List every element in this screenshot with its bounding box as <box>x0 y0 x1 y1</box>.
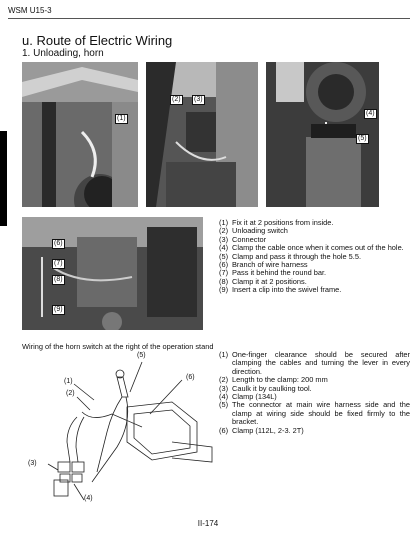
diagram-label-4: (4) <box>84 495 93 502</box>
note-text: Clamp (112L, 2-3. 2T) <box>232 425 304 435</box>
instruction-number: (6) <box>219 260 229 270</box>
note-number: (3) <box>219 383 229 393</box>
manual-code: WSM U15-3 <box>8 6 52 15</box>
instruction-number: (9) <box>219 285 229 295</box>
note-number: (2) <box>219 375 229 385</box>
photo1-callout-1: (1) <box>117 115 126 122</box>
instruction-text: Unloading switch <box>232 226 288 236</box>
diagram-label-2: (2) <box>66 390 75 397</box>
section-title: u. Route of Electric Wiring <box>22 33 173 48</box>
diagram-label-5: (5) <box>137 352 146 359</box>
photo2-callout-3: (3) <box>194 96 203 103</box>
instruction-number: (1) <box>219 218 229 227</box>
note-number: (1) <box>219 350 229 359</box>
instruction-number: (4) <box>219 243 229 253</box>
page-number: II-174 <box>197 519 219 528</box>
instruction-number: (7) <box>219 268 229 278</box>
photo4-callout-8: (8) <box>54 276 63 283</box>
instruction-text: Clamp the cable once when it comes out of the hole. <box>232 243 404 253</box>
notes-list <box>219 351 410 435</box>
note-item <box>219 351 410 376</box>
photo4-callout-6: (6) <box>54 240 63 247</box>
note-number: (4) <box>219 392 229 402</box>
instruction-text: Connector <box>232 234 267 244</box>
instruction-text: Clamp it at 2 positions. <box>232 276 307 286</box>
note-item <box>219 427 410 435</box>
photo-cable-clamp <box>266 62 379 207</box>
instruction-number: (3) <box>219 234 229 244</box>
diagram-label-6: (6) <box>186 374 195 381</box>
instruction-text: Insert a clip into the swivel frame. <box>232 285 342 295</box>
diagram-caption: Wiring of the horn switch at the right of the operation stand <box>22 342 214 351</box>
diagram-label-3: (3) <box>28 460 37 467</box>
note-text: Clamp (134L) <box>232 392 277 402</box>
diagram-label-1: (1) <box>64 378 73 385</box>
photo-horn-bracket-image <box>22 62 138 207</box>
photo-wire-harness-branch-image <box>22 217 203 330</box>
photo3-callout-4: (4) <box>366 110 375 117</box>
instruction-list <box>219 219 410 295</box>
section-subtitle: 1. Unloading, horn <box>22 48 104 59</box>
instruction-number: (5) <box>219 251 229 261</box>
photo4-callout-9: (9) <box>54 306 63 313</box>
photo2-callout-2: (2) <box>172 96 181 103</box>
photo-unloading-switch <box>146 62 258 207</box>
photo-wire-harness-branch <box>22 217 203 330</box>
horn-switch-wiring-diagram <box>22 352 222 508</box>
chapter-tab-marker <box>0 131 7 226</box>
note-text: The connector at main wire harness side and the clamp at wiring side should be fixed firmly to the bracket. <box>232 400 410 427</box>
note-item <box>219 401 410 426</box>
header-divider <box>8 18 410 19</box>
note-number: (6) <box>219 425 229 435</box>
instruction-text: Pass it behind the round bar. <box>232 268 327 278</box>
photo-horn-bracket <box>22 62 138 207</box>
instruction-text: Fix it at 2 positions from inside. <box>232 218 334 227</box>
instruction-text: Branch of wire harness <box>232 260 308 270</box>
note-number: (5) <box>219 400 229 410</box>
photo-unloading-switch-image <box>146 62 258 207</box>
note-text: One-finger clearance should be secured after clamping the cables and turning the lever in every direction. <box>232 350 410 376</box>
instruction-item <box>219 286 410 294</box>
photo3-callout-5: (5) <box>358 135 367 142</box>
instruction-number: (2) <box>219 226 229 236</box>
note-text: Length to the clamp: 200 mm <box>232 375 328 385</box>
instruction-text: Clamp and pass it through the hole 5.5. <box>232 251 362 261</box>
photo4-callout-7: (7) <box>54 260 63 267</box>
note-text: Caulk it by caulking tool. <box>232 383 312 393</box>
instruction-number: (8) <box>219 276 229 286</box>
